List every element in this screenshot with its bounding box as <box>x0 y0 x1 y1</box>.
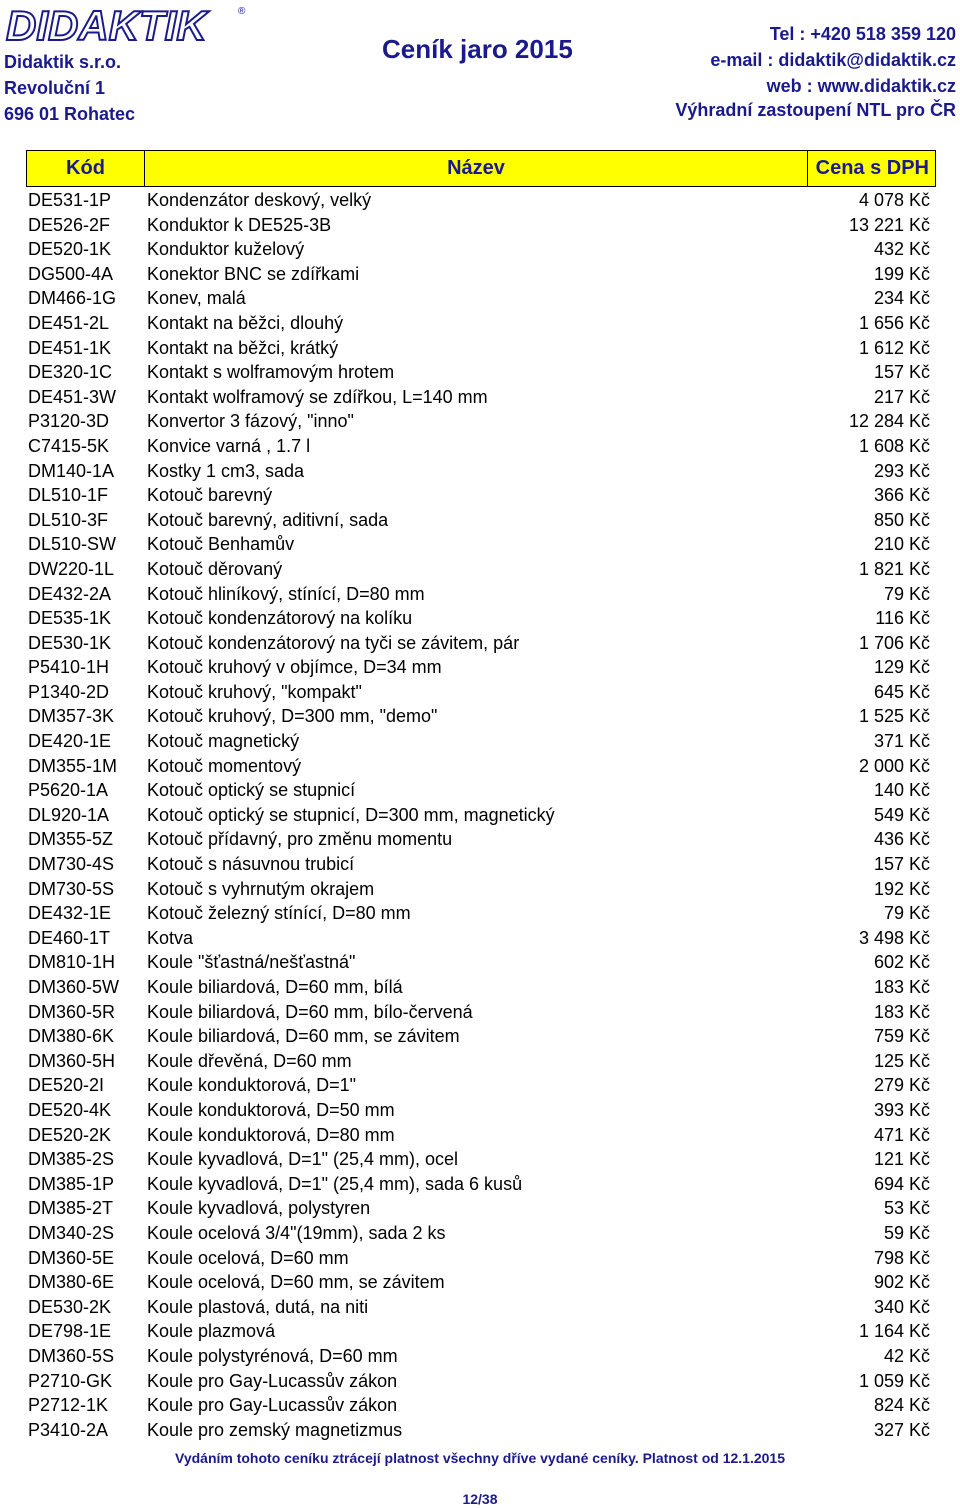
table-row <box>0 360 960 385</box>
cell-name: Koule polystyrénová, D=60 mm <box>147 1345 398 1366</box>
cell-name: Konvice varná , 1.7 l <box>147 435 311 456</box>
cell-code: DM355-5Z <box>28 829 114 850</box>
cell-code: DW220-1L <box>28 558 115 579</box>
table-row <box>0 1024 960 1049</box>
cell-code: DE420-1E <box>28 731 112 752</box>
cell-price: 340 Kč <box>873 1296 930 1317</box>
cell-code: DE451-2L <box>28 312 110 333</box>
table-row <box>0 459 960 484</box>
cell-code: P2712-1K <box>28 1395 109 1416</box>
cell-name: Kotouč barevný, aditivní, sada <box>147 509 389 530</box>
table-row <box>0 213 960 238</box>
cell-price: 327 Kč <box>873 1419 930 1440</box>
cell-price: 234 Kč <box>873 288 930 309</box>
cell-price: 79 Kč <box>883 583 930 604</box>
cell-code: DE526-2F <box>28 214 111 235</box>
table-row <box>0 582 960 607</box>
cell-code: DM385-2S <box>28 1149 115 1170</box>
cell-name: Kotouč barevný <box>147 485 273 506</box>
cell-code: DL920-1A <box>28 804 110 825</box>
cell-code: DL510-1F <box>28 485 109 506</box>
cell-code: DL510-3F <box>28 509 109 530</box>
table-row <box>0 532 960 557</box>
cell-name: Koule pro Gay-Lucassův zákon <box>147 1370 398 1391</box>
cell-name: Koule biliardová, D=60 mm, se závitem <box>147 1026 460 1047</box>
cell-price: 436 Kč <box>873 829 930 850</box>
cell-price: 293 Kč <box>873 460 930 481</box>
cell-code: DE530-2K <box>28 1296 112 1317</box>
column-header-price: Cena s DPH <box>815 157 929 179</box>
table-row <box>0 1098 960 1123</box>
cell-code: DM140-1A <box>28 460 115 481</box>
cell-price: 279 Kč <box>873 1075 930 1096</box>
table-row <box>0 1319 960 1344</box>
cell-code: C7415-5K <box>28 435 110 456</box>
table-row <box>0 680 960 705</box>
cell-price: 121 Kč <box>873 1149 930 1170</box>
price-table <box>0 188 960 1442</box>
cell-price: 183 Kč <box>873 977 930 997</box>
cell-price: 1 164 Kč <box>858 1321 930 1342</box>
cell-code: DM360-5H <box>28 1050 116 1071</box>
table-row <box>0 631 960 656</box>
cell-name: Koule ocelová 3/4"(19mm), sada 2 ks <box>147 1222 446 1243</box>
table-row <box>0 409 960 434</box>
cell-price: 759 Kč <box>873 1026 930 1047</box>
cell-name: Koule ocelová, D=60 mm, se závitem <box>147 1272 445 1293</box>
table-row <box>0 1270 960 1295</box>
cell-price: 199 Kč <box>873 263 930 284</box>
column-header-name: Název <box>145 151 808 186</box>
cell-price: 824 Kč <box>873 1395 930 1416</box>
cell-name: Kotouč optický se stupnicí, D=300 mm, magnetický <box>147 804 555 825</box>
cell-name: Kotouč kruhový, "kompakt" <box>147 681 362 702</box>
cell-name: Koule biliardová, D=60 mm, bílá <box>147 977 403 997</box>
table-row <box>0 237 960 262</box>
cell-name: Kostky 1 cm3, sada <box>147 460 305 481</box>
table-row <box>0 1123 960 1148</box>
footer-note: Vydáním tohoto ceníku ztrácejí platnost všechny dříve vydané ceníky. Platnost od 12.1.2015 <box>175 1450 785 1466</box>
table-row <box>0 262 960 287</box>
cell-code: DM340-2S <box>28 1222 115 1243</box>
cell-code: P2710-GK <box>28 1370 113 1391</box>
table-row <box>0 286 960 311</box>
cell-name: Koule ocelová, D=60 mm <box>147 1247 349 1268</box>
cell-code: DL510-SW <box>28 534 117 555</box>
cell-name: Kontakt s wolframovým hrotem <box>147 362 395 383</box>
cell-name: Kotouč kruhový, D=300 mm, "demo" <box>147 706 438 727</box>
cell-name: Kontakt na běžci, dlouhý <box>147 312 344 333</box>
cell-name: Kotouč kondenzátorový na tyči se závitem, pár <box>147 632 520 653</box>
cell-name: Kotouč železný stínící, D=80 mm <box>147 903 411 924</box>
cell-price: 157 Kč <box>873 362 930 383</box>
contact-email[interactable]: e-mail : didaktik@didaktik.cz <box>710 50 956 70</box>
cell-code: DM360-5R <box>28 1001 116 1022</box>
cell-name: Kontakt na běžci, krátký <box>147 337 339 358</box>
cell-code: DE531-1P <box>28 190 112 210</box>
cell-code: DM385-2T <box>28 1198 114 1219</box>
cell-name: Koule plazmová <box>147 1321 276 1342</box>
cell-price: 366 Kč <box>873 485 930 506</box>
cell-price: 1 706 Kč <box>858 632 930 653</box>
cell-price: 1 821 Kč <box>858 558 930 579</box>
cell-price: 1 525 Kč <box>858 706 930 727</box>
contact-web[interactable]: web : www.didaktik.cz <box>766 76 956 96</box>
cell-code: DE798-1E <box>28 1321 112 1342</box>
cell-code: DE460-1T <box>28 927 111 948</box>
svg-text:®: ® <box>238 6 246 17</box>
cell-price: 129 Kč <box>873 657 930 678</box>
cell-name: Konduktor k DE525-3B <box>147 214 332 235</box>
table-row <box>0 188 960 213</box>
page-number: 12/38 <box>462 1491 498 1507</box>
cell-code: DM357-3K <box>28 706 115 727</box>
table-row <box>0 827 960 852</box>
cell-name: Kotouč děrovaný <box>147 558 283 579</box>
table-row <box>0 508 960 533</box>
cell-code: DE520-1K <box>28 239 112 260</box>
cell-name: Koule biliardová, D=60 mm, bílo-červená <box>147 1001 473 1022</box>
cell-name: Koule kyvadlová, polystyren <box>147 1198 371 1219</box>
table-row <box>0 1393 960 1418</box>
table-row <box>0 1369 960 1394</box>
column-header-code: Kód <box>27 151 145 186</box>
cell-name: Koule plastová, dutá, na niti <box>147 1296 369 1317</box>
contact-phone: Tel : +420 518 359 120 <box>769 24 956 44</box>
cell-price: 53 Kč <box>883 1198 930 1219</box>
cell-name: Kotouč optický se stupnicí <box>147 780 356 801</box>
cell-name: Kotouč hliníkový, stínící, D=80 mm <box>147 583 425 604</box>
table-row <box>0 754 960 779</box>
cell-code: P3410-2A <box>28 1419 109 1440</box>
cell-price: 79 Kč <box>883 903 930 924</box>
cell-code: DE432-2A <box>28 583 112 604</box>
cell-name: Koule "šťastná/nešťastná" <box>147 952 356 973</box>
company-city: 696 01 Rohatec <box>4 104 136 124</box>
cell-price: 157 Kč <box>873 854 930 875</box>
table-row <box>0 1344 960 1369</box>
cell-price: 217 Kč <box>873 386 930 407</box>
cell-price: 59 Kč <box>883 1222 930 1243</box>
cell-code: DE530-1K <box>28 632 112 653</box>
cell-name: Kotouč kondenzátorový na kolíku <box>147 608 413 629</box>
didaktik-logo <box>2 2 252 48</box>
company-street: Revoluční 1 <box>4 78 106 98</box>
cell-code: DE520-2K <box>28 1124 112 1145</box>
table-row <box>0 1147 960 1172</box>
cell-price: 432 Kč <box>873 239 930 260</box>
table-row <box>0 729 960 754</box>
cell-code: DM360-5E <box>28 1247 115 1268</box>
cell-name: Koule pro zemský magnetizmus <box>147 1419 403 1440</box>
cell-price: 192 Kč <box>873 878 930 899</box>
cell-name: Koule konduktorová, D=1" <box>147 1075 357 1096</box>
cell-price: 602 Kč <box>873 952 930 973</box>
cell-price: 549 Kč <box>873 804 930 825</box>
cell-name: Koule dřevěná, D=60 mm <box>147 1050 352 1071</box>
table-row <box>0 336 960 361</box>
table-row <box>0 975 960 1000</box>
table-row <box>0 852 960 877</box>
cell-code: P5620-1A <box>28 780 109 801</box>
cell-code: DM730-4S <box>28 854 115 875</box>
cell-code: DE451-1K <box>28 337 112 358</box>
cell-code: P5410-1H <box>28 657 110 678</box>
cell-name: Koule kyvadlová, D=1" (25,4 mm), ocel <box>147 1149 459 1170</box>
table-row <box>0 606 960 631</box>
table-row <box>0 1246 960 1271</box>
cell-code: DG500-4A <box>28 263 114 284</box>
table-row <box>0 926 960 951</box>
cell-name: Konev, malá <box>147 288 246 309</box>
cell-price: 125 Kč <box>873 1050 930 1071</box>
cell-name: Kotouč s násuvnou trubicí <box>147 854 355 875</box>
table-row <box>0 1073 960 1098</box>
cell-price: 2 000 Kč <box>858 755 930 776</box>
table-row <box>0 1172 960 1197</box>
company-name: Didaktik s.r.o. <box>4 52 122 72</box>
table-row <box>0 1000 960 1025</box>
cell-code: DM355-1M <box>28 755 118 776</box>
cell-price: 1 608 Kč <box>858 435 930 456</box>
cell-price: 471 Kč <box>873 1124 930 1145</box>
cell-price: 210 Kč <box>873 534 930 555</box>
page-title: Ceník jaro 2015 <box>382 34 573 64</box>
table-row <box>0 1418 960 1443</box>
cell-name: Kotva <box>147 927 194 948</box>
cell-code: DE520-4K <box>28 1099 112 1120</box>
cell-code: DM380-6K <box>28 1026 115 1047</box>
cell-price: 3 498 Kč <box>858 927 930 948</box>
cell-code: DM380-6E <box>28 1272 115 1293</box>
cell-name: Koule pro Gay-Lucassův zákon <box>147 1395 398 1416</box>
cell-code: P3120-3D <box>28 411 110 432</box>
cell-price: 140 Kč <box>873 780 930 801</box>
cell-name: Kotouč momentový <box>147 755 302 776</box>
cell-code: DM385-1P <box>28 1173 115 1194</box>
representation-note: Výhradní zastoupení NTL pro ČR <box>675 100 956 120</box>
cell-price: 393 Kč <box>873 1099 930 1120</box>
table-row <box>0 385 960 410</box>
logo-text: DIDAKTIK <box>6 2 207 48</box>
table-row <box>0 1049 960 1074</box>
cell-code: DE320-1C <box>28 362 113 383</box>
cell-price: 371 Kč <box>873 731 930 752</box>
cell-price: 13 221 Kč <box>848 214 930 235</box>
cell-code: DE432-1E <box>28 903 112 924</box>
table-row <box>0 434 960 459</box>
cell-price: 902 Kč <box>873 1272 930 1293</box>
cell-price: 645 Kč <box>873 681 930 702</box>
cell-code: DE520-2I <box>28 1075 105 1096</box>
table-row <box>0 877 960 902</box>
table-row <box>0 803 960 828</box>
table-row <box>0 778 960 803</box>
cell-price: 1 656 Kč <box>858 312 930 333</box>
table-row <box>0 704 960 729</box>
cell-name: Koule konduktorová, D=80 mm <box>147 1124 395 1145</box>
cell-price: 1 059 Kč <box>858 1370 930 1391</box>
cell-name: Kondenzátor deskový, velký <box>147 190 372 210</box>
cell-code: DM360-5W <box>28 977 120 997</box>
cell-price: 183 Kč <box>873 1001 930 1022</box>
cell-code: DE451-3W <box>28 386 117 407</box>
cell-code: DM810-1H <box>28 952 116 973</box>
cell-price: 42 Kč <box>883 1345 930 1366</box>
cell-name: Kotouč kruhový v objímce, D=34 mm <box>147 657 442 678</box>
cell-name: Kotouč magnetický <box>147 731 300 752</box>
cell-price: 4 078 Kč <box>858 190 930 210</box>
table-row <box>0 901 960 926</box>
cell-code: DM360-5S <box>28 1345 115 1366</box>
cell-code: DM730-5S <box>28 878 115 899</box>
table-row <box>0 655 960 680</box>
cell-name: Koule kyvadlová, D=1" (25,4 mm), sada 6 kusů <box>147 1173 523 1194</box>
table-row <box>0 950 960 975</box>
table-row <box>0 1221 960 1246</box>
table-row <box>0 311 960 336</box>
cell-name: Koule konduktorová, D=50 mm <box>147 1099 395 1120</box>
table-row <box>0 483 960 508</box>
cell-price: 694 Kč <box>873 1173 930 1194</box>
cell-name: Kotouč přídavný, pro změnu momentu <box>147 829 453 850</box>
cell-price: 1 612 Kč <box>858 337 930 358</box>
cell-name: Konvertor 3 fázový, "inno" <box>147 411 354 432</box>
cell-name: Konektor BNC se zdířkami <box>147 263 360 284</box>
cell-code: DE535-1K <box>28 608 112 629</box>
cell-price: 116 Kč <box>875 608 930 629</box>
cell-code: P1340-2D <box>28 681 110 702</box>
cell-name: Kotouč s vyhrnutým okrajem <box>147 878 375 899</box>
table-header <box>26 150 936 187</box>
cell-price: 798 Kč <box>873 1247 930 1268</box>
cell-code: DM466-1G <box>28 288 117 309</box>
cell-name: Konduktor kuželový <box>147 239 305 260</box>
cell-price: 850 Kč <box>873 509 930 530</box>
table-row <box>0 1295 960 1320</box>
cell-name: Kontakt wolframový se zdířkou, L=140 mm <box>147 386 488 407</box>
table-row <box>0 557 960 582</box>
table-row <box>0 1196 960 1221</box>
cell-name: Kotouč Benhamův <box>147 534 295 555</box>
cell-price: 12 284 Kč <box>848 411 930 432</box>
